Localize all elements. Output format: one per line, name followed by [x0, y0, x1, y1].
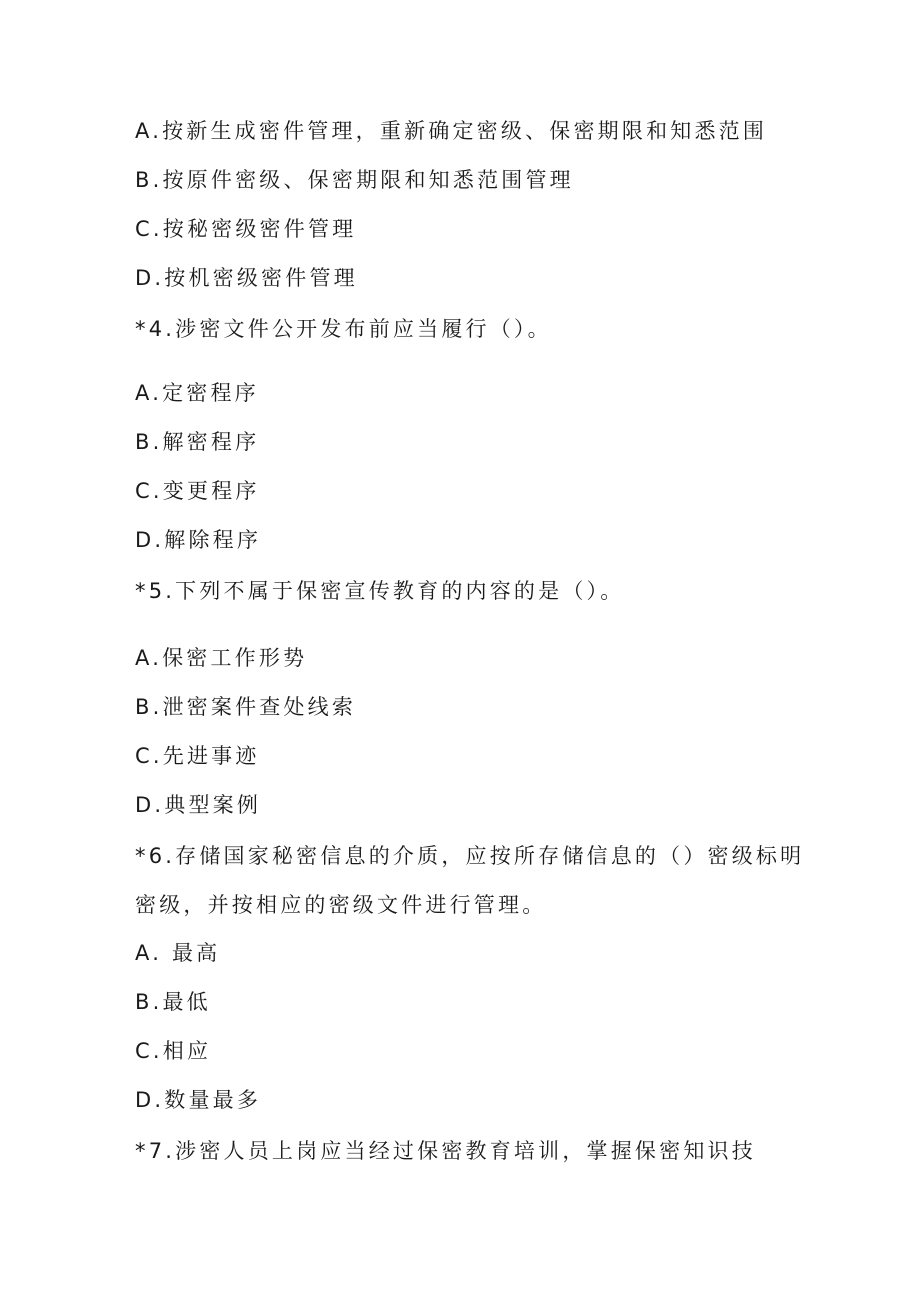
question-6-line-1: *6.存储国家秘密信息的介质，应按所存储信息的（）密级标明 — [135, 844, 805, 868]
q6-option-a: A. 最高 — [135, 941, 221, 965]
q6-option-c: C.相应 — [135, 1039, 212, 1063]
question-6-line-2: 密级，并按相应的密级文件进行管理。 — [135, 893, 547, 917]
q5-option-c: C.先进事迹 — [135, 744, 260, 768]
q6-option-b: B.最低 — [135, 990, 211, 1014]
q4-option-d: D.解除程序 — [135, 528, 262, 552]
q4-option-a: A.定密程序 — [135, 381, 259, 405]
q5-option-b: B.泄密案件查处线索 — [135, 695, 357, 719]
q3-option-c: C.按秘密级密件管理 — [135, 217, 357, 241]
q6-option-d: D.数量最多 — [135, 1088, 262, 1112]
question-5: *5.下列不属于保密宣传教育的内容的是（）。 — [135, 579, 625, 603]
q4-option-b: B.解密程序 — [135, 430, 260, 454]
q5-option-a: A.保密工作形势 — [135, 646, 308, 670]
q3-option-d: D.按机密级密件管理 — [135, 266, 358, 290]
question-7: *7.涉密人员上岗应当经过保密教育培训，掌握保密知识技 — [135, 1139, 756, 1163]
question-4: *4.涉密文件公开发布前应当履行（）。 — [135, 317, 552, 341]
q3-option-a: A.按新生成密件管理，重新确定密级、保密期限和知悉范围 — [135, 119, 768, 143]
q5-option-d: D.典型案例 — [135, 793, 262, 817]
q3-option-b: B.按原件密级、保密期限和知悉范围管理 — [135, 168, 574, 192]
q4-option-c: C.变更程序 — [135, 479, 260, 503]
